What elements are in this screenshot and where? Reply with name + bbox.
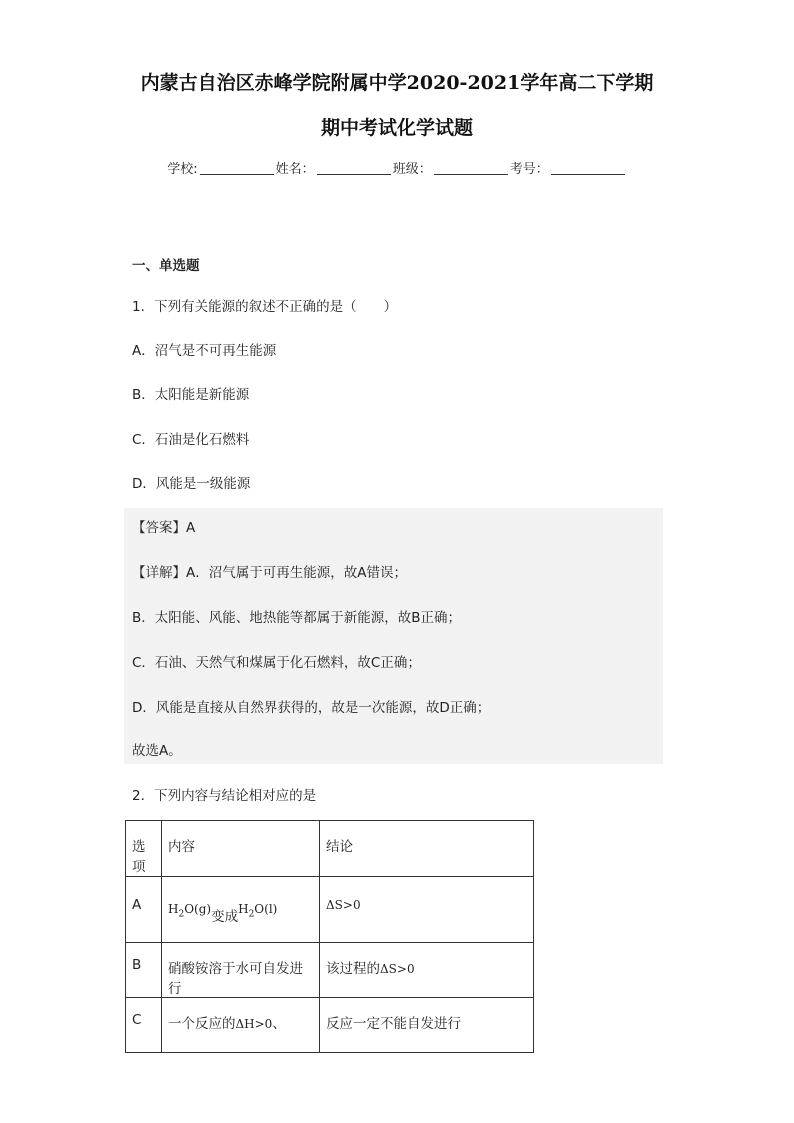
explain-label: 【详解】 [132,565,186,581]
section-heading: 一、单选题 [132,258,200,274]
q1-option-b: B．太阳能是新能源 [132,387,250,403]
q1-explain-d: D．风能是直接从自然界获得的，故是一次能源，故D正确； [132,700,491,716]
document-title-line2: 期中考试化学试题 [320,117,473,139]
table-row [126,943,534,998]
header-conclusion: 结论 [320,821,534,877]
name-field[interactable] [317,160,391,175]
header-content: 内容 [162,821,320,877]
row-option: B [126,943,162,998]
explain-text-a: A．沼气属于可再生能源，故A错误； [186,565,407,581]
table-row [126,877,534,943]
q1-explain-conclusion: 故选A。 [132,743,182,759]
q1-stem: 1．下列有关能源的叙述不正确的是（ ） [132,299,398,315]
school-label: 学校: [167,162,198,177]
q1-answer: 【答案】A [132,520,196,536]
class-label: 班级： [392,162,432,177]
q1-explain-b: B．太阳能、风能、地热能等都属于新能源，故B正确； [132,610,462,626]
school-field[interactable] [200,160,274,175]
table-row [126,998,534,1053]
row-option: C [126,998,162,1053]
q1-option-a: A．沼气是不可再生能源 [132,343,277,359]
row-content: 一个反应的ΔH>0、 [162,998,320,1053]
name-label: 姓名： [275,162,315,177]
student-info-row [0,158,794,177]
q1-option-c: C．石油是化石燃料 [132,432,250,448]
row-conclusion: ΔS>0 [320,877,534,943]
number-field[interactable] [551,160,625,175]
q2-stem: 2．下列内容与结论相对应的是 [132,788,317,804]
header-option: 选项 [126,821,162,877]
q2-table [125,820,534,1053]
number-label: 考号： [509,162,549,177]
row-conclusion: 该过程的ΔS>0 [320,943,534,998]
row-content: 硝酸铵溶于水可自发进行 [162,943,320,998]
q1-explain-c: C．石油、天然气和煤属于化石燃料，故C正确； [132,655,421,671]
row-content: $H_2O(g)$变成$H_2O(l)$ [162,877,320,943]
document-title-line1: 内蒙古自治区赤峰学院附属中学2020-2021学年高二下学期 [140,72,654,94]
answer-panel [124,508,663,764]
q1-option-d: D．风能是一级能源 [132,476,251,492]
table-header-row [126,821,534,877]
row-option: A [126,877,162,943]
q1-explain-a [132,561,407,581]
row-conclusion: 反应一定不能自发进行 [320,998,534,1053]
class-field[interactable] [434,160,508,175]
